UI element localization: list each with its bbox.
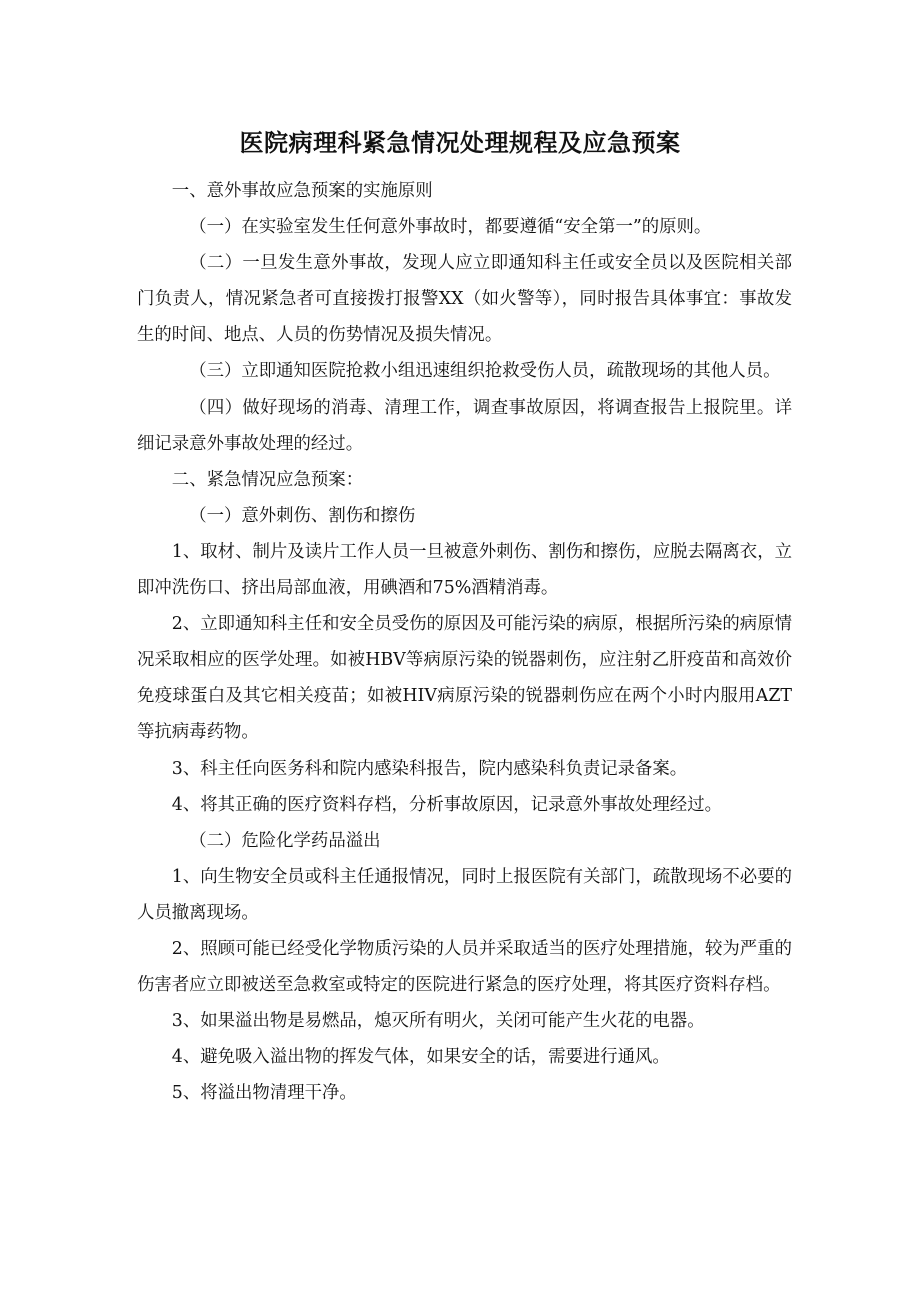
section-heading-2: 二、紧急情况应急预案： bbox=[171, 469, 364, 490]
injury-step-3: 3、科主任向医务科和院内感染科报告，院内感染科负责记录备案。 bbox=[171, 758, 688, 779]
document-body bbox=[137, 173, 792, 1111]
injury-step-4: 4、将其正确的医疗资料存档，分析事故原因，记录意外事故处理经过。 bbox=[171, 794, 722, 815]
principle-item-3: （三）立即通知医院抢救小组迅速组织抢救受伤人员，疏散现场的其他人员。 bbox=[189, 361, 781, 382]
principle-item-1: （一）在实验室发生任何意外事故时，都要遵循“安全第一”的原则。 bbox=[189, 217, 712, 238]
injury-step-2: 2、立即通知科主任和安全员受伤的原因及可能污染的病原，根据所污染的病原情况采取相应的医学处理。如被HBV等病原污染的锐器刺伤，应注射乙肝疫苗和高效价免疫球蛋白及其它相关疫苗；如被HIV病原污染的锐器刺伤应在两个小时内服用AZT等抗病毒药物。 bbox=[137, 614, 792, 743]
subsection-heading-chemical: （二）危险化学药品溢出 bbox=[189, 830, 381, 851]
chemical-step-4: 4、避免吸入溢出物的挥发气体，如果安全的话，需要进行通风。 bbox=[171, 1047, 670, 1068]
chemical-step-2: 2、照顾可能已经受化学物质污染的人员并采取适当的医疗处理措施，较为严重的伤害者应立即被送至急救室或特定的医院进行紧急的医疗处理，将其医疗资料存档。 bbox=[137, 938, 792, 996]
injury-step-1: 1、取材、制片及读片工作人员一旦被意外刺伤、割伤和擦伤，应脱去隔离衣，立即冲洗伤口、挤出局部血液，用碘酒和75%酒精消毒。 bbox=[137, 541, 792, 599]
principle-item-2: （二）一旦发生意外事故，发现人应立即通知科主任或安全员以及医院相关部门负责人，情况紧急者可直接拨打报警XX（如火警等），同时报告具体事宜：事故发生的时间、地点、人员的伤势情况及损失情况。 bbox=[137, 253, 792, 346]
principle-item-4: （四）做好现场的消毒、清理工作，调查事故原因，将调查报告上报院里。详细记录意外事故处理的经过。 bbox=[137, 397, 792, 454]
subsection-heading-injury: （一）意外刺伤、割伤和擦伤 bbox=[189, 505, 416, 526]
chemical-step-3: 3、如果溢出物是易燃品，熄灭所有明火，关闭可能产生火花的电器。 bbox=[171, 1011, 705, 1032]
chemical-step-1: 1、向生物安全员或科主任通报情况，同时上报医院有关部门，疏散现场不必要的人员撤离现场。 bbox=[137, 866, 792, 923]
chemical-step-5: 5、将溢出物清理干净。 bbox=[171, 1083, 357, 1104]
document-title: 医院病理科紧急情况处理规程及应急预案 bbox=[239, 129, 681, 157]
section-heading-1: 一、意外事故应急预案的实施原则 bbox=[171, 181, 433, 201]
